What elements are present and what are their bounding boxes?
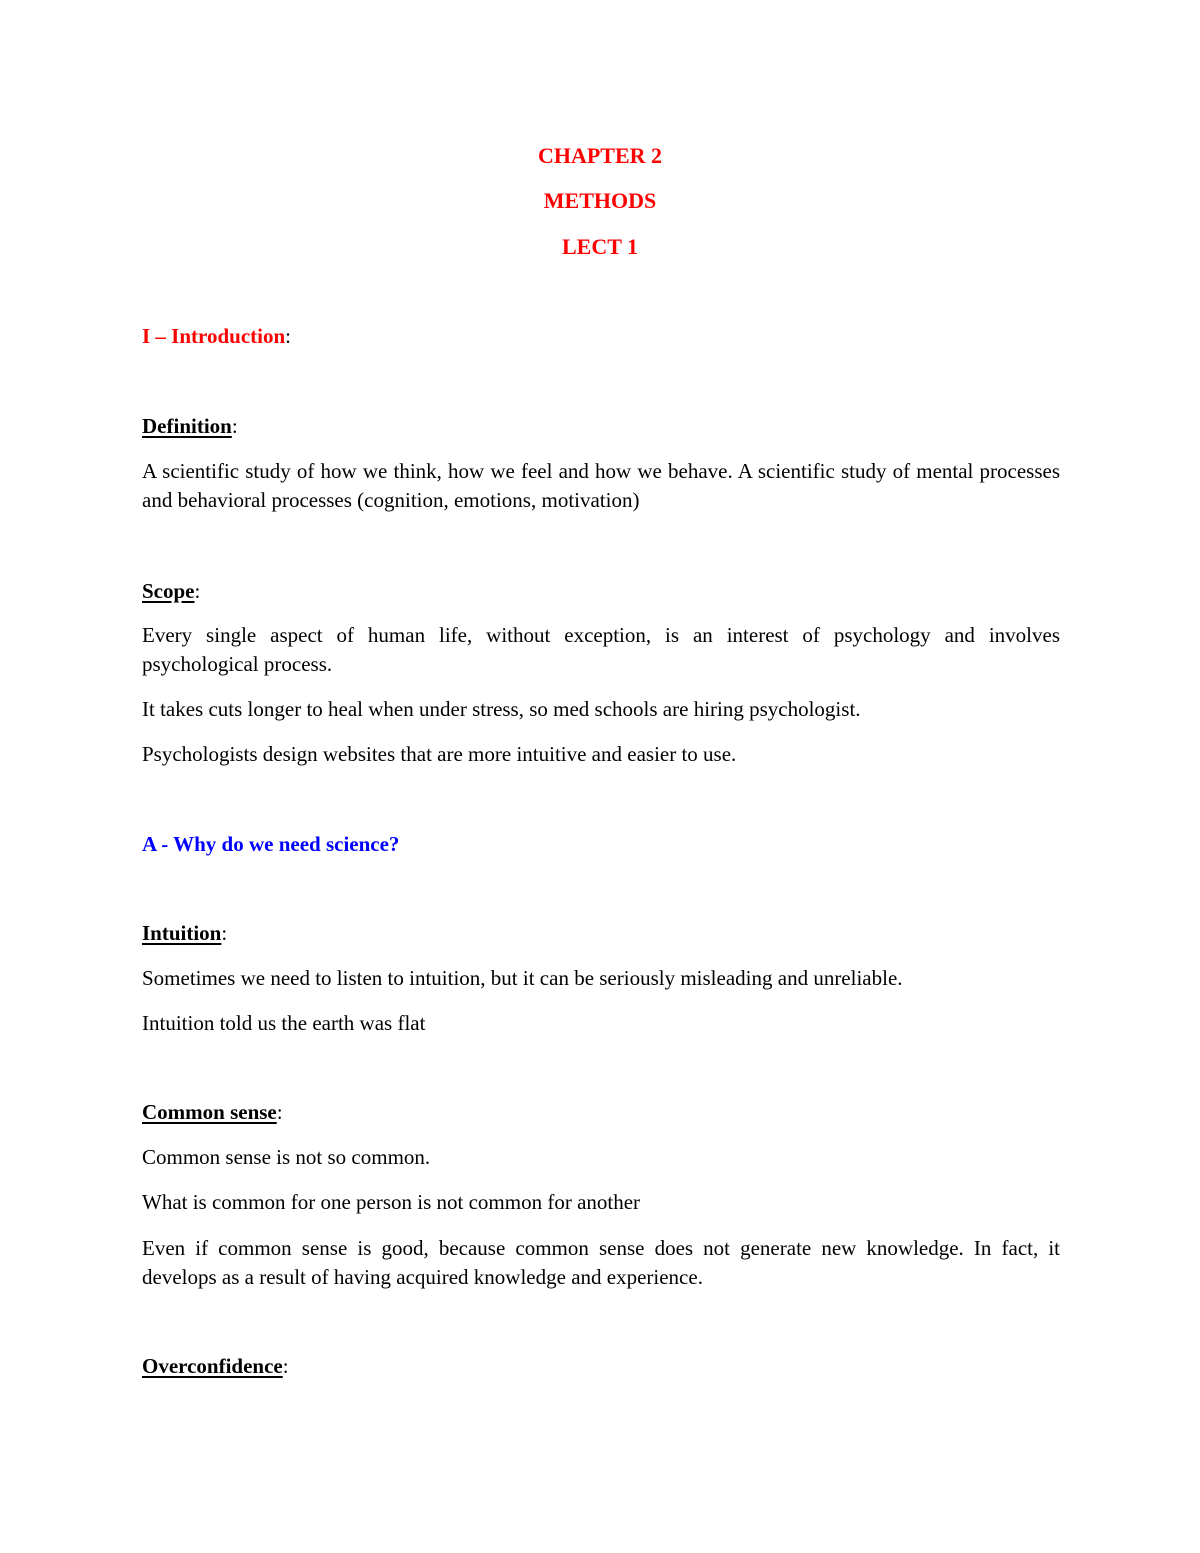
overconfidence-heading (142, 1352, 289, 1381)
common-sense-paragraph-1: Common sense is not so common. (142, 1145, 431, 1169)
scope-heading (142, 577, 200, 606)
scope-paragraph-2: It takes cuts longer to heal when under stress, so med schools are hiring psychologist. (142, 697, 861, 721)
intuition-paragraph-2: Intuition told us the earth was flat (142, 1011, 426, 1035)
section-introduction-heading (142, 322, 291, 351)
common-sense-paragraph-2: What is common for one person is not common for another (142, 1190, 641, 1214)
overconfidence-heading-label: Overconfidence (142, 1354, 283, 1378)
common-sense-paragraph-3: Even if common sense is good, because common sense does not generate new knowledge. In fact, it develops as a result of having acquired knowledge and experience. (142, 1236, 1060, 1289)
chapter-title: CHAPTER 2 (537, 143, 663, 168)
methods-title: METHODS (543, 188, 657, 213)
scope-heading-label: Scope (142, 579, 195, 603)
intuition-heading-label: Intuition (142, 921, 222, 945)
intuition-heading-colon: : (221, 921, 228, 945)
section-a-heading: A - Why do we need science? (142, 832, 400, 856)
definition-heading-label: Definition (142, 414, 232, 438)
definition-heading-colon: : (231, 414, 238, 438)
scope-paragraph-1: Every single aspect of human life, without exception, is an interest of psychology and involves psychological process. (142, 623, 1060, 676)
scope-paragraph-3: Psychologists design websites that are more intuitive and easier to use. (142, 742, 737, 766)
overconfidence-heading-colon: : (282, 1354, 289, 1378)
intuition-heading (142, 919, 227, 948)
common-sense-heading-colon: : (276, 1100, 283, 1124)
intuition-paragraph-1: Sometimes we need to listen to intuition, but it can be seriously misleading and unreliable. (142, 966, 903, 990)
common-sense-heading-label: Common sense (142, 1100, 277, 1124)
definition-text: A scientific study of how we think, how we feel and how we behave. A scientific study of mental processes and behavioral processes (cognition, emotions, motivation) (142, 459, 1060, 512)
section-introduction-label: I – Introduction (142, 324, 286, 348)
section-introduction-colon: : (285, 324, 291, 348)
scope-heading-colon: : (194, 579, 201, 603)
definition-heading (142, 412, 238, 441)
lecture-title: LECT 1 (561, 234, 638, 259)
common-sense-heading (142, 1098, 283, 1127)
